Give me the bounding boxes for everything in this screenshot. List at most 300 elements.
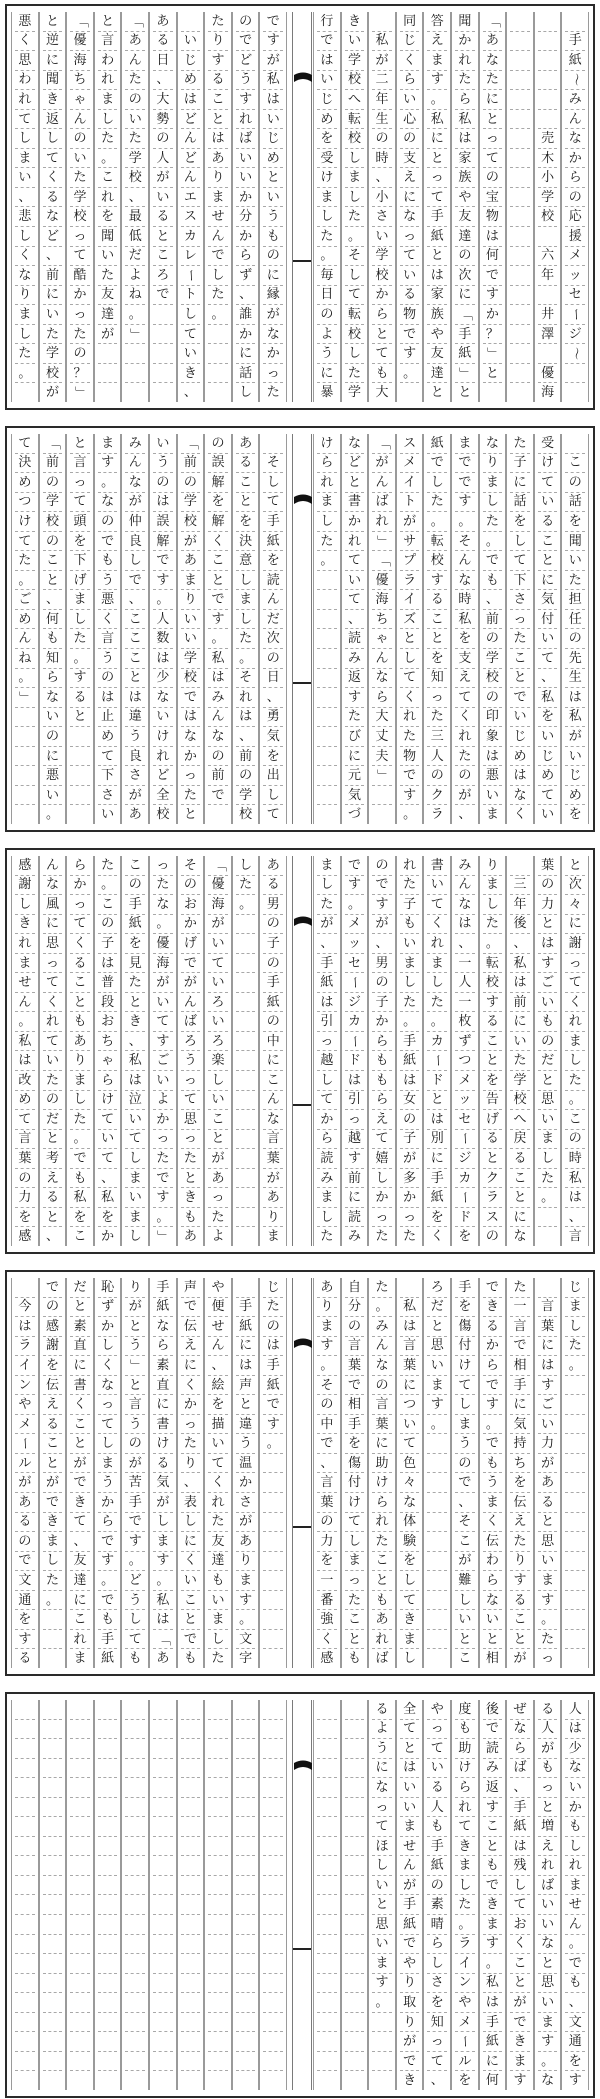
char-cell [317,2052,337,2072]
char-cell: い [510,1032,530,1052]
char-cell: お [510,1915,530,1935]
char-cell: た [70,1110,90,1130]
char-cell: ま [345,168,365,188]
char-cell: な [455,895,475,915]
char-cell: こ [483,1817,503,1837]
char-cell: 止 [98,708,118,728]
char-cell: か [372,1188,392,1208]
char-cell: っ [181,1071,201,1091]
text-column [149,1278,177,1668]
fishtail-mark-icon [294,1338,312,1348]
char-cell: 、 [70,1532,90,1552]
char-cell: り [208,168,228,188]
char-cell: の [208,434,228,454]
char-cell: す [538,2032,558,2052]
char-cell: ま [455,434,475,454]
char-cell: エ [181,188,201,208]
char-cell: た [266,385,280,401]
char-cell: 学 [372,247,392,267]
char-cell: 、 [43,590,63,610]
char-cell: さ [372,207,392,227]
char-cell [153,1778,173,1798]
char-cell: く [513,807,527,823]
char-cell: よ [372,1720,392,1740]
char-cell [208,1915,228,1935]
text-column [149,856,177,1246]
char-cell: と [510,1630,530,1650]
char-cell: 聞 [43,71,63,91]
char-cell: る [153,1454,173,1474]
char-cell [181,1817,201,1837]
char-cell [15,1954,35,1974]
char-cell: う [125,1337,145,1357]
char-cell: 紙 [455,344,475,364]
char-cell: し [208,1630,228,1650]
char-cell [317,1856,337,1876]
char-cell: 小 [538,168,558,188]
char-cell [43,1935,63,1955]
char-cell: し [128,1229,142,1245]
char-cell: い [15,168,35,188]
char-cell: は [400,1071,420,1091]
char-cell: い [236,149,256,169]
char-cell: と [538,1798,558,1818]
char-cell: の [125,90,145,110]
char-cell: 読 [483,1739,503,1759]
char-cell: 仲 [125,512,145,532]
char-cell: す [483,1395,503,1415]
char-cell [181,1895,201,1915]
char-cell: の [70,344,90,364]
char-cell: お [181,895,201,915]
char-cell: 生 [565,669,585,689]
char-cell: れ [538,1856,558,1876]
char-cell: あ [317,1278,337,1298]
char-cell: い [538,1110,558,1130]
char-cell: 海 [70,51,90,71]
char-cell: な [345,434,365,454]
char-cell: 。 [565,1091,585,1111]
char-cell: げ [70,571,90,591]
char-cell: と [372,1895,392,1915]
char-cell: ら [372,688,392,708]
char-cell: 紙 [263,993,283,1013]
char-cell: 一 [510,1298,530,1318]
char-cell [153,1935,173,1955]
char-cell: 。 [483,934,503,954]
char-cell [181,1720,201,1740]
char-cell [345,1954,365,1974]
char-cell: ん [208,708,228,728]
char-cell: し [345,188,365,208]
char-cell: も [43,629,63,649]
char-cell: い [455,1610,475,1630]
text-column [341,856,369,1246]
char-cell: て [400,1591,420,1611]
char-cell: が [70,1454,90,1474]
char-cell [70,1778,90,1798]
char-cell: メ [400,454,420,474]
char-cell: ゃ [372,629,392,649]
char-cell: し [400,649,420,669]
char-cell [125,1759,145,1779]
text-column [341,12,369,402]
char-cell [538,110,558,130]
char-cell: 意 [236,551,256,571]
char-cell: れ [43,1012,63,1032]
char-cell: わ [98,51,118,71]
char-cell: 言 [15,1130,35,1150]
text-column [479,1700,507,2090]
char-cell: と [510,1974,530,1994]
char-cell: で [565,1954,585,1974]
char-cell: と [43,1130,63,1150]
char-cell: 二 [372,71,392,91]
char-cell: る [483,1130,503,1150]
char-cell: う [125,1415,145,1435]
left-half [11,434,287,824]
char-cell: こ [98,168,118,188]
char-cell: す [483,993,503,1013]
char-cell: 紙 [263,532,283,552]
char-cell [208,383,228,402]
char-cell: い [181,1571,201,1591]
char-cell: ジ [455,1149,475,1169]
char-cell: ま [565,1298,585,1318]
char-cell: ら [236,247,256,267]
char-cell: け [455,1759,475,1779]
char-cell: と [345,1630,365,1650]
char-cell: 多 [400,1169,420,1189]
text-column [479,434,507,824]
char-cell: 。 [43,1591,63,1611]
char-cell: 返 [43,110,63,130]
char-cell [15,2071,35,2090]
char-cell: ジ [345,993,365,1013]
char-cell: 人 [153,610,173,630]
char-cell: ま [317,188,337,208]
char-cell [181,2032,201,2052]
char-cell: い [400,934,420,954]
char-cell: 書 [345,493,365,513]
text-column [368,434,396,824]
char-cell: ら [455,90,475,110]
char-cell: 描 [208,1415,228,1435]
char-cell: 前 [43,266,63,286]
char-cell: る [15,1513,35,1533]
char-cell: 次 [263,629,283,649]
text-column [341,1278,369,1668]
char-cell: か [400,1188,420,1208]
char-cell [236,915,256,935]
char-cell: で [208,590,228,610]
char-cell [98,1700,118,1720]
char-cell: た [427,708,447,728]
char-cell: た [538,1169,558,1189]
char-cell [427,1591,447,1611]
text-column [121,12,149,402]
char-cell: る [483,1012,503,1032]
char-cell [236,1051,256,1071]
char-cell: は [483,227,503,247]
text-column [66,434,94,824]
char-cell: り [483,454,503,474]
char-cell [98,1915,118,1935]
char-cell: っ [181,1415,201,1435]
char-cell: 付 [538,610,558,630]
char-cell [181,1974,201,1994]
char-cell: る [70,688,90,708]
char-cell: は [153,1610,173,1630]
char-cell: め [317,110,337,130]
char-cell: き [15,915,35,935]
char-cell: は [317,51,337,71]
char-cell: て [70,493,90,513]
char-cell: が [372,915,392,935]
char-cell: ん [70,110,90,130]
char-cell [236,1817,256,1837]
char-cell: と [181,1610,201,1630]
char-cell [236,1798,256,1818]
char-cell: た [317,895,337,915]
char-cell: も [372,1591,392,1611]
char-cell: も [483,1454,503,1474]
char-cell: じ [263,1278,283,1298]
char-cell: 思 [181,1110,201,1130]
char-cell: 人 [455,973,475,993]
text-column [506,1278,534,1668]
char-cell: こ [458,1651,472,1667]
char-cell: は [400,1759,420,1779]
char-cell: な [98,493,118,513]
char-cell: 葉 [538,1317,558,1337]
char-cell: 。 [317,551,337,571]
char-cell: 「 [125,12,145,32]
char-cell: に [538,1337,558,1357]
char-cell [98,1798,118,1818]
char-cell: く [181,1552,201,1572]
char-cell: ま [98,90,118,110]
char-cell: ろ [208,993,228,1013]
char-cell: 伝 [483,1532,503,1552]
char-cell [317,1817,337,1837]
char-cell: こ [510,649,530,669]
char-cell [263,1720,283,1740]
char-cell: の [236,766,256,786]
char-cell [43,1720,63,1740]
char-cell: 聞 [455,12,475,32]
char-cell: 手 [153,1278,173,1298]
char-cell: な [510,1720,530,1740]
char-cell: せ [208,207,228,227]
char-cell: を [70,532,90,552]
text-column [259,1278,287,1668]
char-cell: の [565,473,585,493]
text-column [121,434,149,824]
char-cell: て [208,954,228,974]
char-cell: も [565,1974,585,1994]
char-cell [125,1778,145,1798]
char-cell [510,266,530,286]
char-cell [70,1837,90,1857]
char-cell: れ [372,1630,392,1650]
char-cell: た [510,434,530,454]
char-cell: て [70,247,90,267]
char-cell: ま [236,1571,256,1591]
char-cell: 」 [72,386,88,400]
char-cell: 言 [263,1130,283,1150]
char-cell: 々 [400,1473,420,1493]
char-cell: 前 [236,747,256,767]
char-cell: 。 [98,473,118,493]
char-cell: と [483,1051,503,1071]
char-cell [208,2013,228,2033]
char-cell [427,1434,447,1454]
char-cell [427,1513,447,1533]
char-cell [565,1434,585,1454]
char-cell: を [98,207,118,227]
char-cell [98,1759,118,1779]
char-cell: に [236,344,256,364]
char-cell [538,344,558,364]
char-cell: 一 [455,993,475,1013]
char-cell [153,1817,173,1837]
char-cell: こ [208,90,228,110]
char-cell: ま [372,1954,392,1974]
char-cell: 残 [510,1856,530,1876]
char-cell [236,1759,256,1779]
char-cell [263,1954,283,1974]
char-cell: か [98,1493,118,1513]
char-cell: か [455,32,475,52]
char-cell [236,1012,256,1032]
char-cell: い [153,434,173,454]
char-cell: こ [455,1532,475,1552]
char-cell: 。 [15,1012,35,1032]
char-cell: に [43,747,63,767]
char-cell: 戻 [510,1130,530,1150]
char-cell: て [372,1817,392,1837]
fold-midline [293,682,311,684]
char-cell: 宝 [483,188,503,208]
char-cell: 澤 [538,325,558,345]
char-cell: て [565,973,585,993]
char-cell: こ [372,1552,392,1572]
right-half [313,434,589,824]
char-cell: に [181,1532,201,1552]
char-cell: れ [317,473,337,493]
char-cell: ズ [400,610,420,630]
char-cell: い [181,344,201,364]
char-cell: 低 [125,227,145,247]
char-cell [236,934,256,954]
char-cell: の [427,766,447,786]
text-column [534,434,562,824]
char-cell: 気 [263,727,283,747]
char-cell: の [125,876,145,896]
char-cell: み [317,1169,337,1189]
char-cell: っ [345,1110,365,1130]
char-cell: ら [153,1337,173,1357]
char-cell: 紙 [565,51,585,71]
char-cell [208,2052,228,2072]
char-cell: て [15,532,35,552]
char-cell: っ [181,766,201,786]
char-cell: 葉 [345,1356,365,1376]
char-cell: あ [125,32,145,52]
char-cell: あ [236,1532,256,1552]
char-cell: ま [427,954,447,974]
char-cell [153,1954,173,1974]
char-cell: ご [15,590,35,610]
char-cell [236,2071,256,2090]
char-cell: す [538,1376,558,1396]
char-cell [181,1935,201,1955]
text-column [66,12,94,402]
char-cell: た [345,708,365,728]
char-cell [427,1532,447,1552]
char-cell: ー [15,1434,35,1454]
char-cell: こ [208,1110,228,1130]
char-cell: 聞 [98,227,118,247]
char-cell [70,727,90,747]
char-cell: っ [345,1571,365,1591]
char-cell: な [510,786,530,806]
char-cell: た [211,1651,225,1667]
char-cell: 校 [372,266,392,286]
char-cell: 後 [483,1700,503,1720]
char-cell: き [403,2073,417,2089]
char-cell [317,590,337,610]
char-cell: め [15,473,35,493]
char-cell [427,1552,447,1572]
char-cell: 小 [372,188,392,208]
char-cell: ん [372,1337,392,1357]
char-cell: に [263,266,283,286]
char-cell: い [208,1091,228,1111]
char-cell: し [153,1513,173,1533]
text-column [313,12,341,402]
char-cell: 出 [263,766,283,786]
char-cell: ど [181,110,201,130]
char-cell: ラ [430,807,444,823]
char-cell [98,1739,118,1759]
char-cell: す [98,1552,118,1572]
char-cell [208,1935,228,1955]
text-column [39,434,67,824]
char-cell: と [98,12,118,32]
text-column [341,1700,369,2090]
text-column [396,12,424,402]
char-cell: と [70,434,90,454]
char-cell: た [181,786,201,806]
char-cell: ず [236,266,256,286]
char-cell [510,51,530,71]
char-cell: ま [317,1188,337,1208]
char-cell: て [538,649,558,669]
char-cell: 受 [538,434,558,454]
char-cell [372,805,392,824]
manuscript-sheet [5,1270,595,1676]
char-cell: た [565,571,585,591]
char-cell: っ [427,1720,447,1740]
char-cell: ま [427,51,447,71]
char-cell: き [345,12,365,32]
char-cell: 手 [125,895,145,915]
char-cell: 紙 [427,434,447,454]
char-cell: み [483,1759,503,1779]
char-cell: す [98,454,118,474]
